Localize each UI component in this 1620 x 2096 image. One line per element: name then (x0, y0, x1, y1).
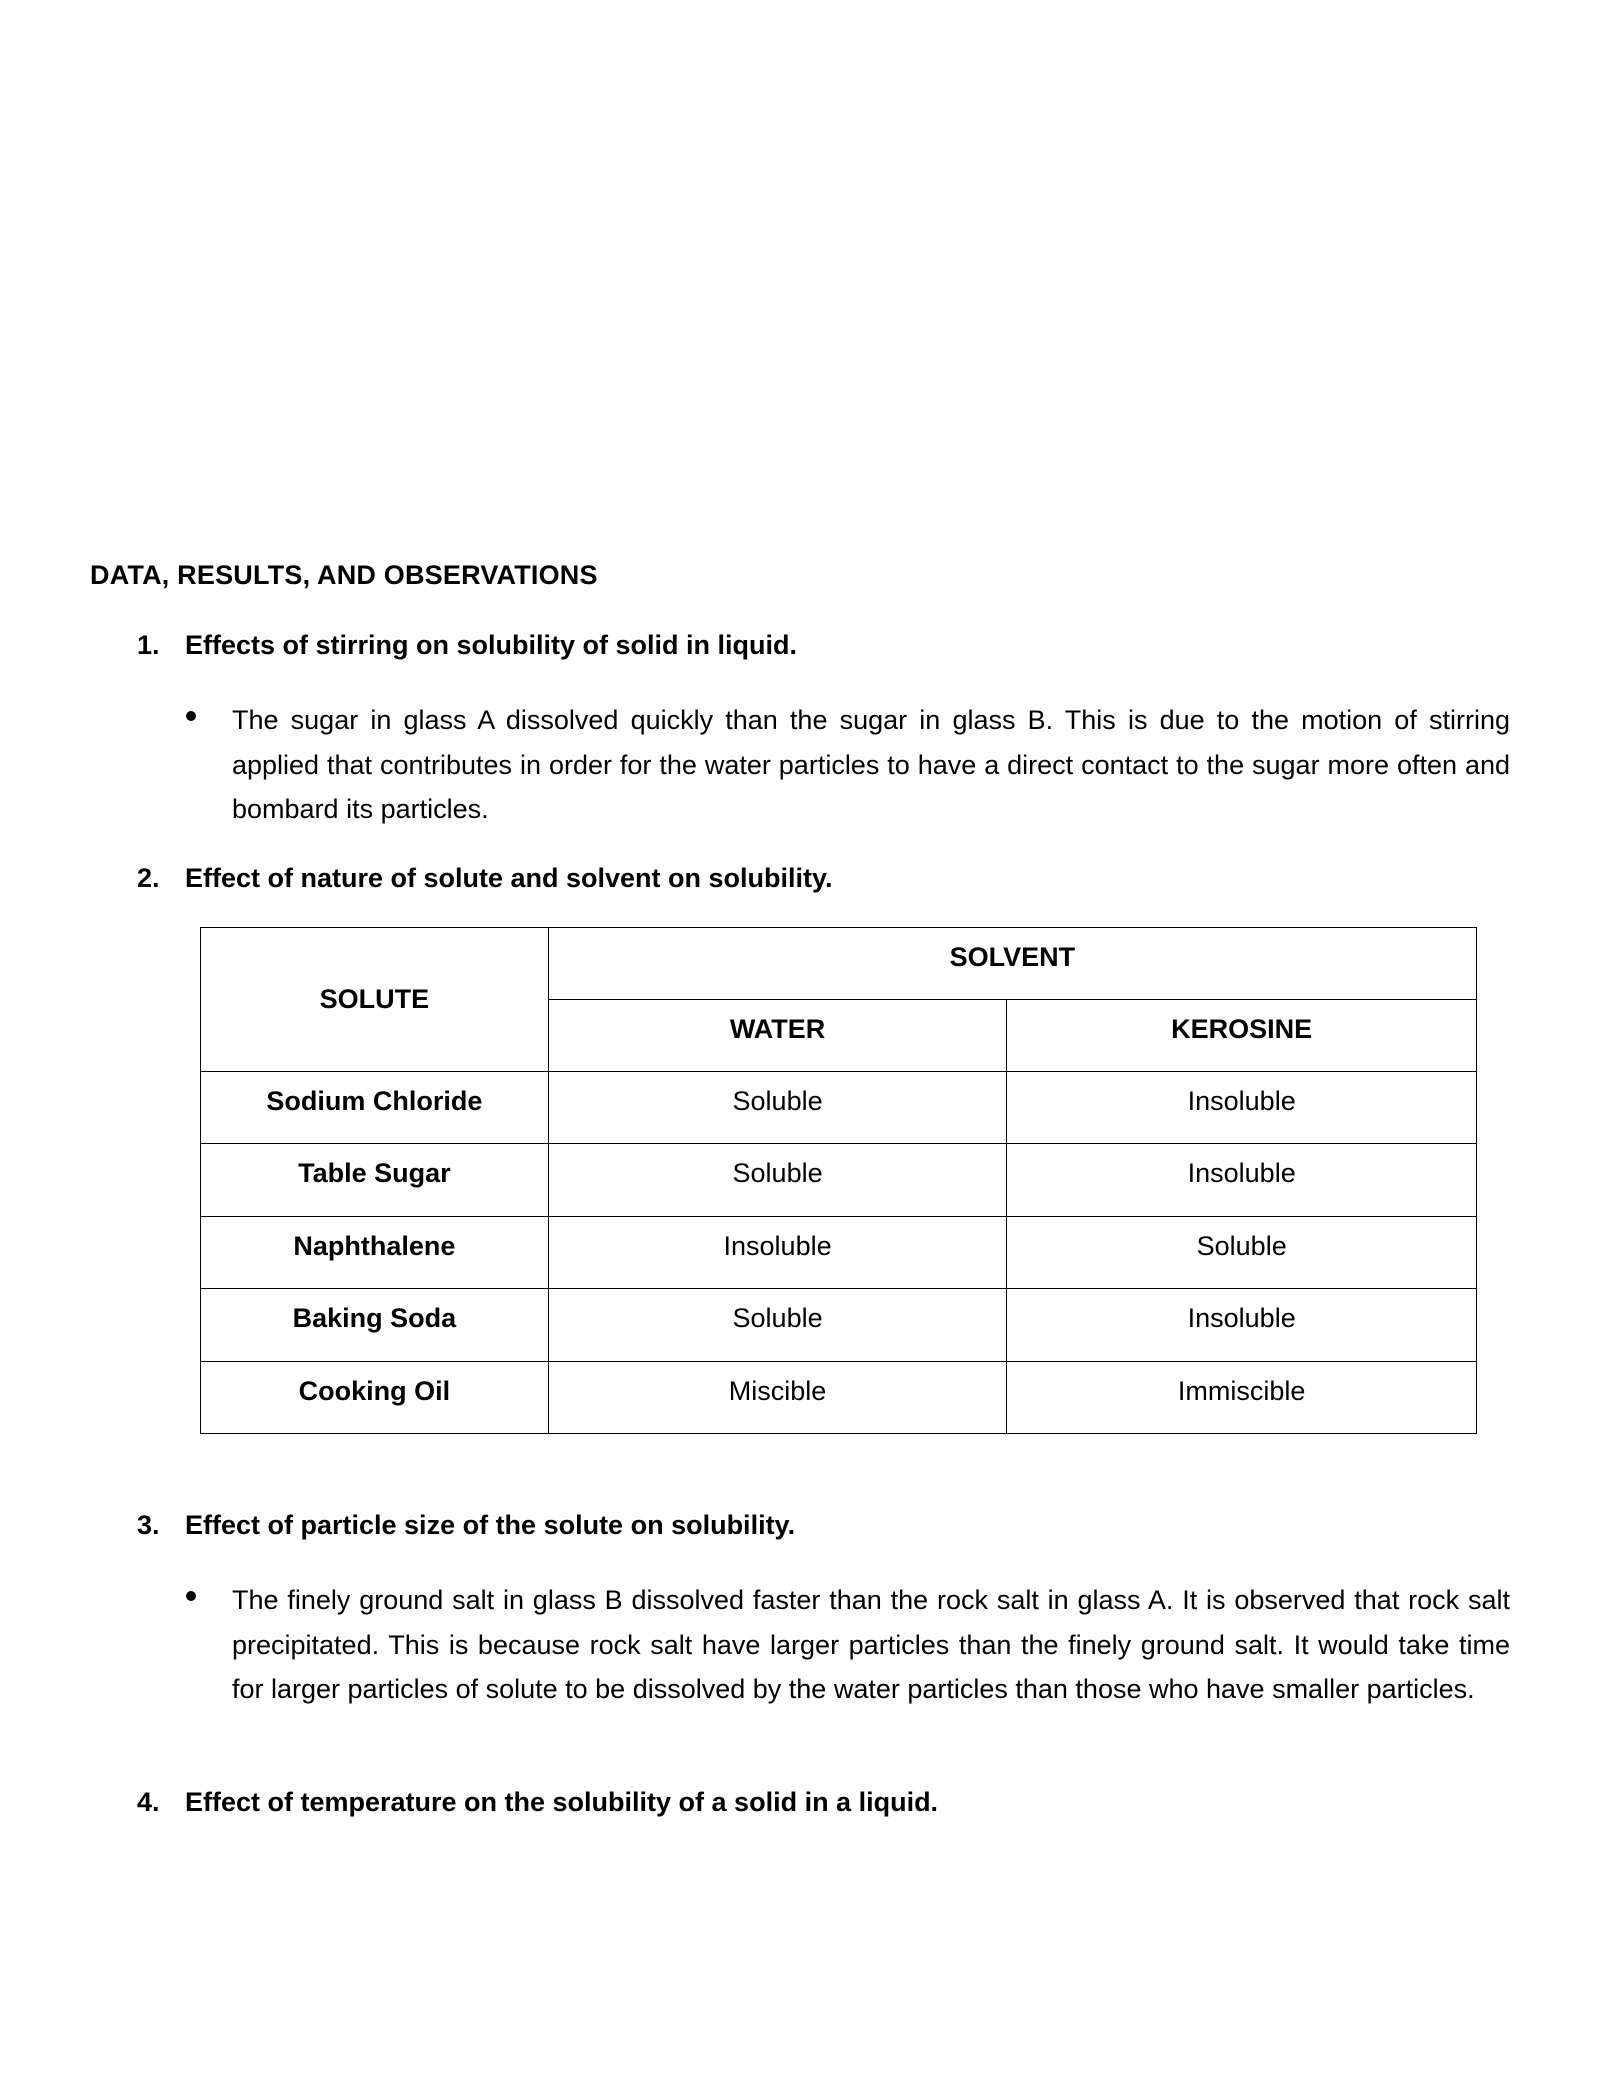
water-cell: Soluble (548, 1289, 1007, 1362)
solvent-header: SOLVENT (548, 928, 1476, 1000)
kerosine-cell: Soluble (1007, 1217, 1477, 1289)
section-1-bullet (180, 698, 1510, 832)
table-row (201, 1362, 1477, 1434)
water-cell: Miscible (548, 1362, 1007, 1434)
solute-cell: Naphthalene (201, 1217, 549, 1289)
section-1-number: 1. (137, 630, 160, 660)
section-2-title-text: Effect of nature of solute and solvent on solubility. (185, 863, 833, 893)
section-3-number: 3. (137, 1510, 160, 1540)
solubility-table (200, 927, 1477, 1434)
bullet-icon (186, 711, 196, 721)
solute-cell: Cooking Oil (201, 1362, 549, 1434)
solute-header: SOLUTE (201, 928, 549, 1072)
section-3-title (137, 1510, 795, 1541)
table-row (201, 1144, 1477, 1217)
solute-cell: Baking Soda (201, 1289, 549, 1362)
section-1-title (137, 630, 797, 661)
section-4-title (137, 1787, 938, 1818)
solute-cell: Sodium Chloride (201, 1072, 549, 1144)
kerosine-cell: Insoluble (1007, 1289, 1477, 1362)
water-cell: Soluble (548, 1072, 1007, 1144)
section-2-title (137, 863, 833, 894)
section-1-bullet-text: The sugar in glass A dissolved quickly than the sugar in glass B. This is due to the motion of stirring applied that contributes in order for the water particles to have a direct contact to the sugar more often and bombard its particles. (232, 705, 1510, 824)
section-4-title-text: Effect of temperature on the solubility of a solid in a liquid. (185, 1787, 939, 1817)
kerosine-header: KEROSINE (1007, 1000, 1477, 1072)
section-3-title-text: Effect of particle size of the solute on solubility. (185, 1510, 796, 1540)
table-header-row (201, 928, 1477, 1000)
section-4-number: 4. (137, 1787, 160, 1817)
section-1-title-text: Effects of stirring on solubility of solid in liquid. (185, 630, 797, 660)
kerosine-cell: Insoluble (1007, 1144, 1477, 1217)
section-3-bullet (180, 1578, 1510, 1712)
section-2-number: 2. (137, 863, 160, 893)
section-3-bullet-text: The finely ground salt in glass B dissolved faster than the rock salt in glass A. It is observed that rock salt precipitated. This is because rock salt have larger particles than the finely ground salt. It would take time for larger particles of solute to be dissolved by the water particles than those who have smaller particles. (232, 1585, 1510, 1704)
table-row (201, 1072, 1477, 1144)
bullet-icon (186, 1591, 196, 1601)
table-row (201, 1217, 1477, 1289)
water-cell: Soluble (548, 1144, 1007, 1217)
kerosine-cell: Immiscible (1007, 1362, 1477, 1434)
kerosine-cell: Insoluble (1007, 1072, 1477, 1144)
water-header: WATER (548, 1000, 1007, 1072)
water-cell: Insoluble (548, 1217, 1007, 1289)
page-heading: DATA, RESULTS, AND OBSERVATIONS (90, 560, 598, 590)
table-row (201, 1289, 1477, 1362)
solute-cell: Table Sugar (201, 1144, 549, 1217)
